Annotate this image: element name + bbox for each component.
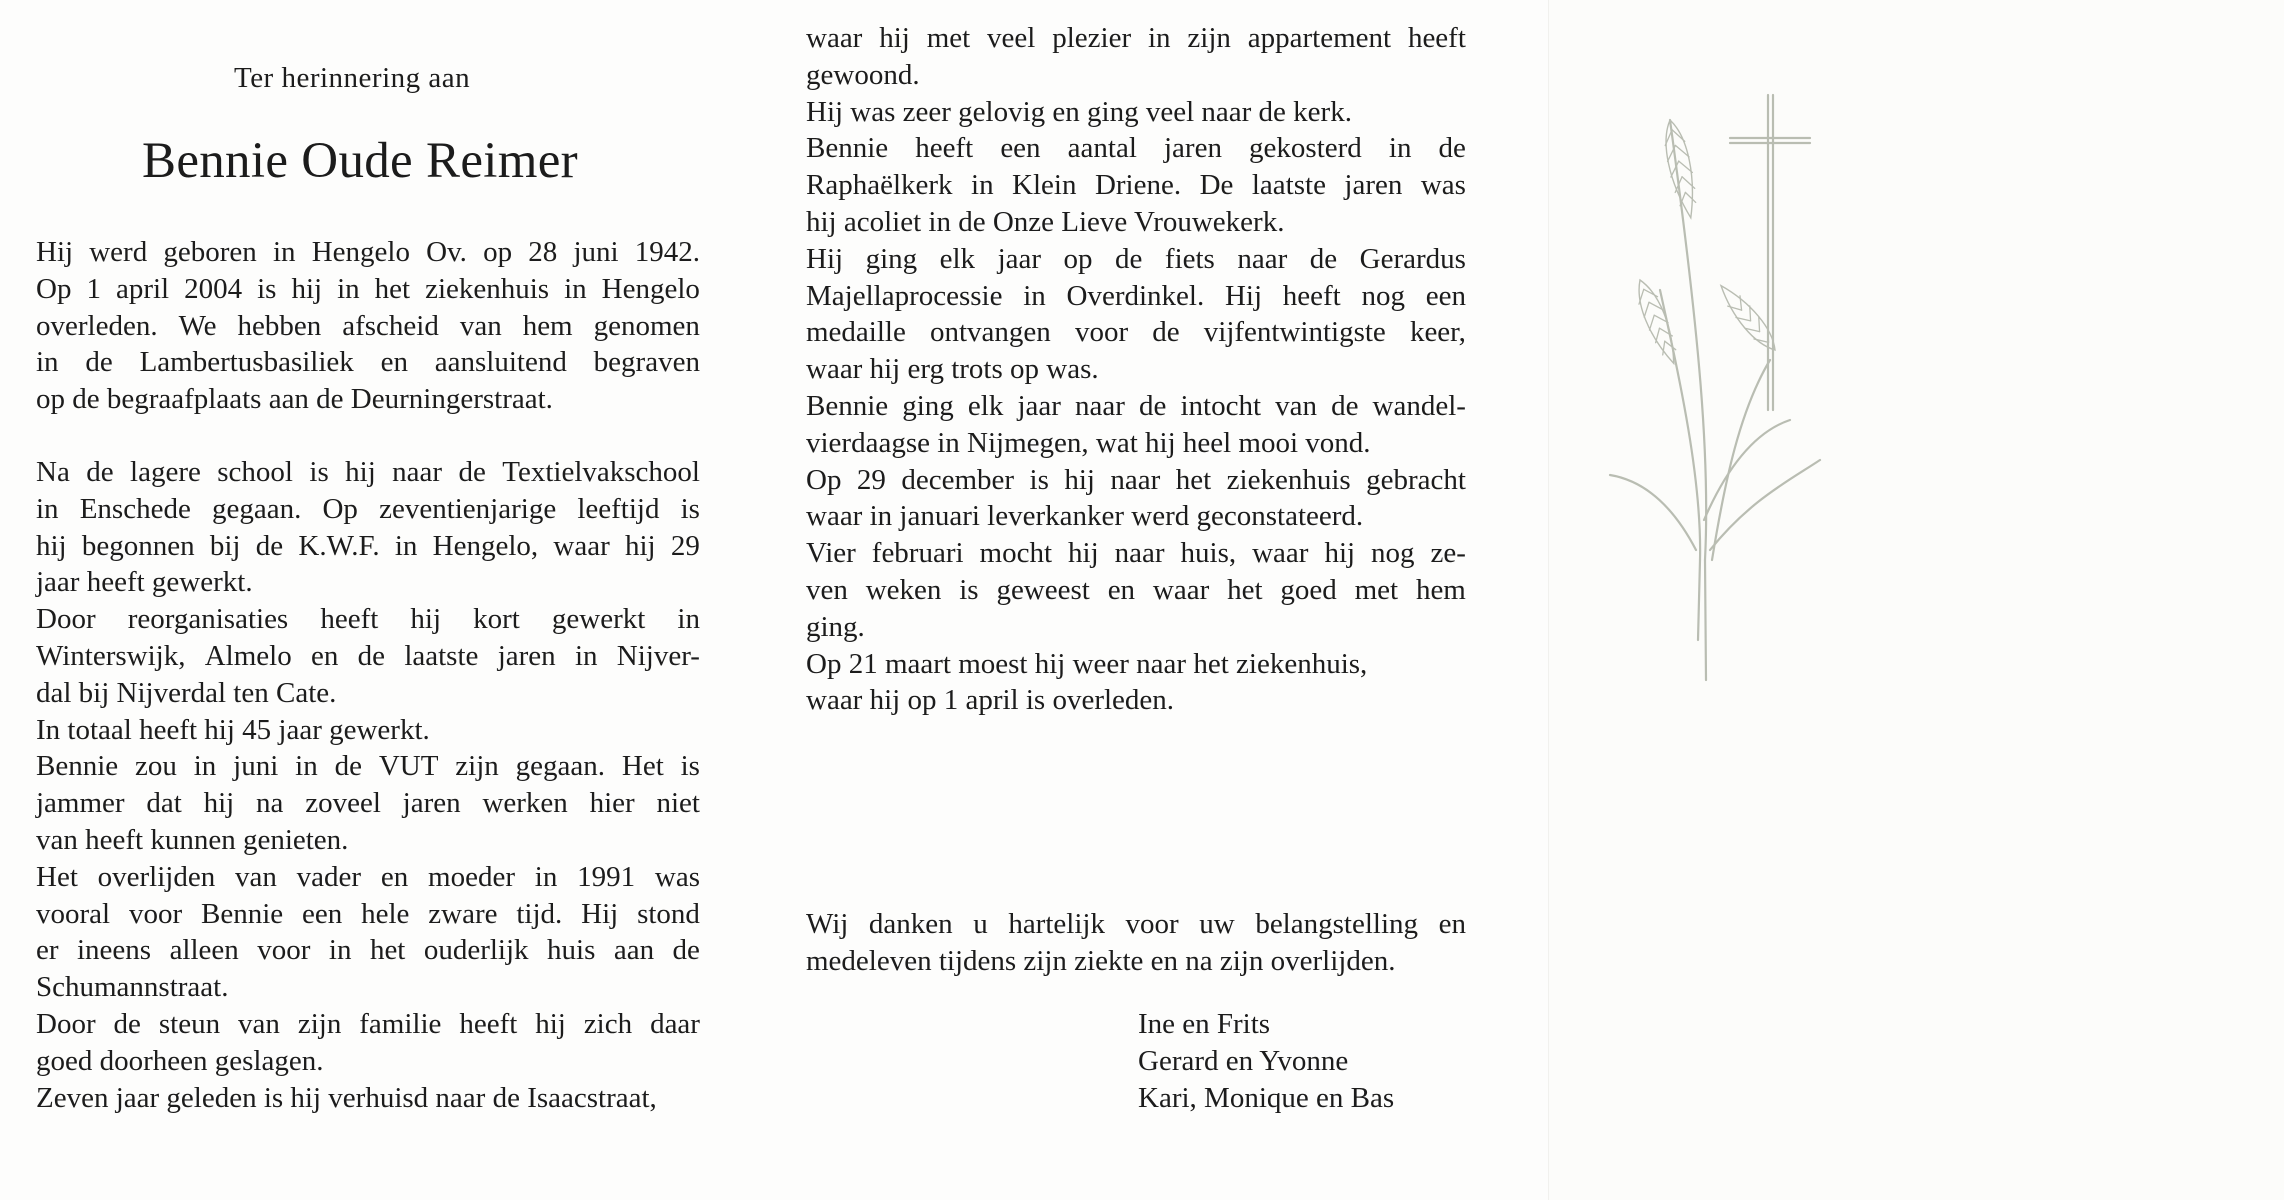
text-line: van heeft kunnen genieten. [36,823,349,856]
thank-you-note [806,906,1466,980]
text-line: ven weken is geweest en waar het goed met hem [806,573,1466,606]
text-line: medaille ontvangen voor de vijfentwintigste keer, [806,316,1466,349]
text-line: waar hij op 1 april is overleden. [806,684,1175,717]
text-line: gewoond. [806,58,920,91]
text-line: Raphaëlkerk in Klein Driene. De laatste jaren was [806,169,1466,202]
text-line: Hij ging elk jaar op de fiets naar de Gerardus [806,242,1466,275]
text-line: Schumannstraat. [36,971,229,1004]
text-line: in de Lambertusbasiliek en aansluitend begraven [36,346,700,379]
text-line: Bennie zou in juni in de VUT zijn gegaan. Het is [36,750,700,783]
text-line: waar hij erg trots op was. [806,353,1099,386]
text-line: vooral voor Bennie een hele zware tijd. Hij stond [36,897,700,930]
deceased-name: Bennie Oude Reimer [142,133,578,189]
text-line: in Enschede gegaan. Op zeventienjarige leeftijd is [36,492,700,525]
text-line: jaar heeft gewerkt. [36,566,253,599]
signer-line: Kari, Monique en Bas [1138,1082,1395,1114]
text-line: jammer dat hij na zoveel jaren werken hier niet [36,787,700,820]
text-line: ging. [806,610,865,643]
text-line: Het overlijden van vader en moeder in 1991 was [36,860,700,893]
text-line: waar in januari leverkanker werd geconstateerd. [806,500,1364,533]
text-line: op de begraafplaats aan de Deurningerstraat. [36,383,553,416]
text-line: medeleven tijdens zijn ziekte en na zijn overlijden. [806,944,1396,977]
text-line: dal bij Nijverdal ten Cate. [36,676,337,709]
text-line: Winterswijk, Almelo en de laatste jaren in Nijver- [36,639,700,672]
memorial-subtitle: Ter herinnering aan [234,62,471,94]
text-line: vierdaagse in Nijmegen, wat hij heel mooi vond. [806,426,1371,459]
text-line: Vier februari mocht hij naar huis, waar hij nog ze- [806,537,1466,570]
text-line: In totaal heeft hij 45 jaar gewerkt. [36,713,430,746]
text-line: Bennie ging elk jaar naar de intocht van de wandel- [806,389,1466,422]
biography-paragraph-2 [36,454,700,1116]
text-line: Wij danken u hartelijk voor uw belangstelling en [806,908,1466,940]
signer-line: Ine en Frits [1138,1008,1271,1040]
text-line: overleden. We hebben afscheid van hem genomen [36,309,700,342]
text-line: Bennie heeft een aantal jaren gekosterd in de [806,132,1466,165]
text-line: goed doorheen geslagen. [36,1044,324,1077]
biography-left-column [36,234,700,1116]
biography-paragraph-1 [36,234,700,418]
text-line: Op 21 maart moest hij weer naar het ziekenhuis, [806,647,1368,680]
text-line: Door reorganisaties heeft hij kort gewerkt in [36,603,700,636]
text-line: Op 1 april 2004 is hij in het ziekenhuis in Hengelo [36,272,700,305]
text-line: Zeven jaar geleden is hij verhuisd naar de Isaacstraat, [36,1081,657,1114]
text-line: Hij werd geboren in Hengelo Ov. op 28 juni 1942. [36,236,700,268]
text-line: Op 29 december is hij naar het ziekenhuis gebracht [806,463,1466,496]
text-line: hij acoliet in de Onze Lieve Vrouwekerk. [806,205,1285,238]
text-line: hij begonnen bij de K.W.F. in Hengelo, waar hij 29 [36,529,700,562]
cross-with-wheat-icon [1600,80,1900,725]
text-line: Na de lagere school is hij naar de Textielvakschool [36,455,700,488]
signer-line: Gerard en Yvonne [1138,1045,1349,1077]
text-line: er ineens alleen voor in het ouderlijk huis aan de [36,934,700,967]
biography-right-column [806,20,1466,719]
family-signatures [1138,1006,1394,1117]
text-line: Door de steun van zijn familie heeft hij zich daar [36,1007,700,1040]
text-line: Majellaprocessie in Overdinkel. Hij heeft nog een [806,279,1466,312]
text-line: Hij was zeer gelovig en ging veel naar de kerk. [806,95,1352,128]
text-line: waar hij met veel plezier in zijn appartement heeft [806,22,1466,54]
